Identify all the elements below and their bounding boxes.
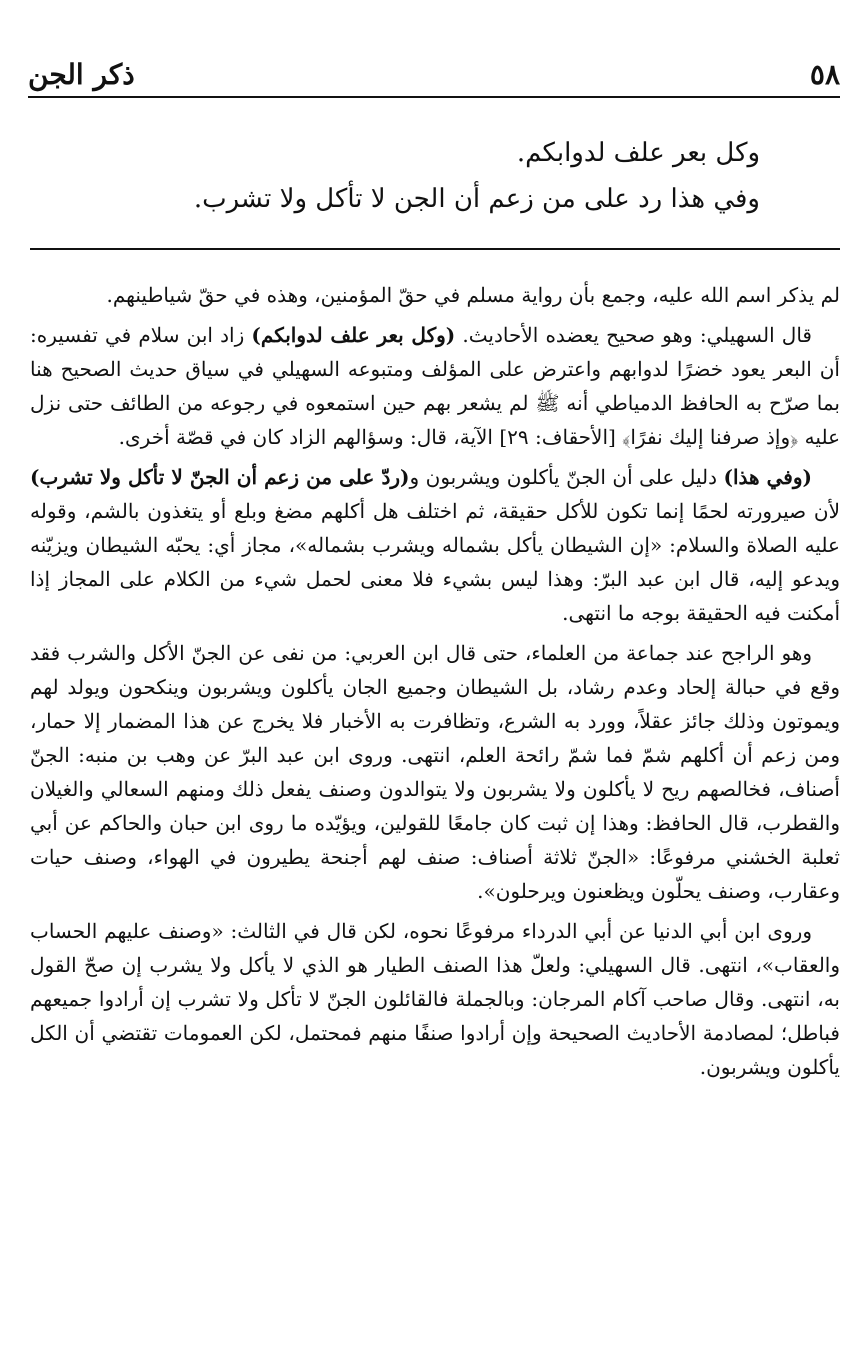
page-number: ٥٨: [809, 57, 840, 91]
commentary-p2-text-a: قال السهيلي: وهو صحيح يعضده الأحاديث.: [455, 323, 812, 347]
commentary-paragraph-1: لم يذكر اسم الله عليه، وجمع بأن رواية مسلم في حقّ المؤمنين، وهذه في حقّ شياطينهم.: [106, 283, 840, 307]
page-header: [28, 52, 840, 98]
commentary-p3-text-b: لأن صيرورته لحمًا إنما تكون للأكل حقيقة، ثم اختلف هل أكلهم مضغ وبلع أو يتغذون بالشم، وقوله عليه الصلاة والسلام: «إن الشيطان يأكل بشماله ويشرب بشماله»، مجاز أي: يحبّه الشيطان ويزيّنه ويدعو إليه، قال ابن عبد البرّ: وهذا ليس بشيء فلا معنى لحمل شيء من الكلام على المجاز إذا أمكنت فيه الحقيقة بوجه ما انتهى.: [30, 499, 840, 625]
main-text-line-2: وفي هذا رد على من زعم أن الجن لا تأكل ولا تشرب.: [193, 184, 760, 214]
commentary-paragraph-3: [30, 460, 840, 630]
commentary-p2-text-b: زاد ابن سلام في تفسيره: أن البعر يعود خضرًا لدوابهم واعترض على المؤلف ومتبوعه السهيلي في سياق حديث الصحيح هنا بما صرّح به الحافظ الدمياطي أنه ﷺ لم يشعر بهم حين استمعوه في رجوعه من الطائف حتى نزل عليه ﴿وإذ صرفنا إليك نفرًا﴾ [الأحقاف: ٢٩] الآية، قال: وسؤالهم الزاد كان في قصّة أخرى.: [30, 323, 840, 449]
commentary-p3-quote-2: (ردّ على من زعم أن الجنّ لا تأكل ولا تشرب): [30, 465, 410, 489]
main-text-line-1: وكل بعر علف لدوابكم.: [516, 138, 760, 168]
text-separator-rule: [30, 248, 840, 250]
commentary-paragraph-2: [30, 318, 840, 454]
commentary-paragraph-5: وروى ابن أبي الدنيا عن أبي الدرداء مرفوعًا نحوه، لكن قال في الثالث: «وصنف عليهم الحساب والعقاب»، انتهى. قال السهيلي: ولعلّ هذا الصنف الطيار هو الذي لا يأكل ولا يشرب إن صحّ القول به، انتهى. وقال صاحب آكام المرجان: وبالجملة فالقائلون الجنّ لا تأكل ولا تشرب إن أرادوا جميعهم فباطل؛ لمصادمة الأحاديث الصحيحة وإن أرادوا صنفًا منهم فمحتمل، لكن العمومات تقتضي أن الكل يأكلون ويشربون.: [30, 919, 840, 1079]
commentary-paragraph-4: وهو الراجح عند جماعة من العلماء، حتى قال ابن العربي: من نفى عن الجنّ الأكل والشرب فقد وقع في حبالة إلحاد وعدم رشاد، بل الشيطان وجميع الجان يأكلون ويشربون وينكحون ويولد لهم ويموتون وذلك جائز عقلاً، وورد به الشرع، وتظافرت به الأخبار فلا يخرج عن هذا المضمار إلا حمار، ومن زعم أن أكلهم شمّ فما شمّ رائحة العلم، انتهى. وروى ابن عبد البرّ عن وهب بن منبه: الجنّ أصناف، فخالصهم ريح لا يأكلون ولا يشربون ولا يتوالدون وصنف يفعل ذلك ومنهم السعالي والغيلان والقطرب، قال الحافظ: وهذا إن ثبت كان جامعًا للقولين، ويؤيّده ما روى ابن حبان والحاكم عن أبي ثعلبة الخشني مرفوعًا: «الجنّ ثلاثة أصناف: صنف لهم أجنحة يطيرون في الهواء، وصنف حيات وعقارب، وصنف يحلّون ويظعنون ويرحلون».: [30, 641, 840, 903]
commentary-p2-quote: (وكل بعر علف لدوابكم): [251, 323, 456, 347]
commentary-p3-quote-1: (وفي هذا): [723, 465, 812, 489]
commentary-p3-text-a: دليل على أن الجنّ يأكلون ويشربون و: [409, 465, 724, 489]
running-title: ذكر الجن: [28, 57, 135, 91]
commentary-section: [30, 278, 840, 1090]
main-text: [30, 130, 760, 222]
